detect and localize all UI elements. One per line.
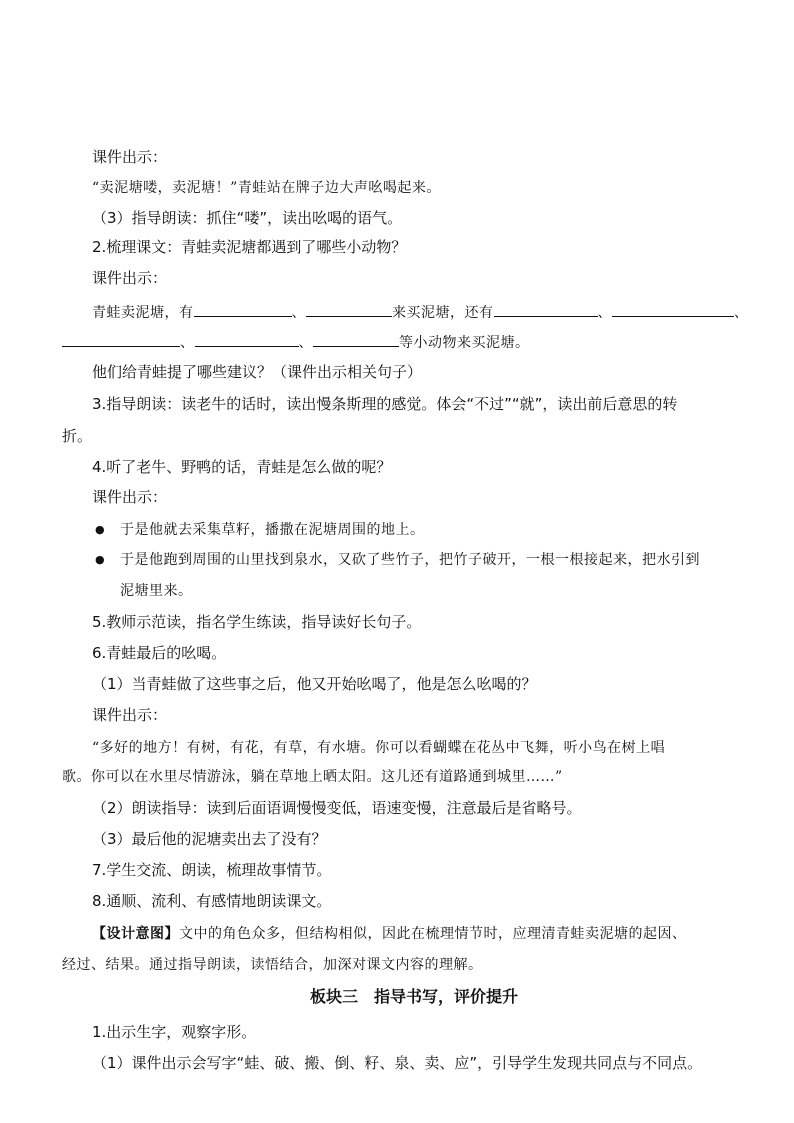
fill-text: 等小动物来买泥塘。	[399, 335, 530, 351]
paragraph: 5.教师示范读，指名学生练读，指导读好长句子。	[92, 613, 422, 631]
design-intent	[92, 924, 687, 944]
fill-blank-line	[92, 302, 749, 323]
bullet-icon: ●	[95, 553, 105, 566]
bullet-item-cont: 泥塘里来。	[120, 583, 193, 599]
paragraph: 4.听了老牛、野鸭的话，青蛙是怎么做的呢？	[92, 458, 392, 476]
paragraph: （3）最后他的泥塘卖出去了没有？	[92, 830, 327, 848]
paragraph: 6.青蛙最后的吆喝。	[92, 644, 227, 662]
paragraph: 1.出示生字，观察字形。	[92, 1023, 257, 1041]
bullet-icon: ●	[95, 523, 105, 536]
paragraph: （1）当青蛙做了这些事之后，他又开始吆喝了，他是怎么吆喝的？	[92, 675, 537, 693]
paragraph: 他们给青蛙提了哪些建议？（课件出示相关句子）	[92, 363, 423, 381]
design-intent-text: 文中的角色众多，但结构相似，因此在梳理情节时，应理清青蛙卖泥塘的起因、	[179, 926, 687, 942]
paragraph: 7.学生交流、朗读，梳理故事情节。	[92, 861, 332, 879]
paragraph: （2）朗读指导：读到后面语调慢慢变低，语速变慢，注意最后是省略号。	[92, 799, 582, 817]
blank	[195, 332, 299, 347]
paragraph: （3）指导朗读：抓住“喽”，读出吆喝的语气。	[92, 209, 403, 227]
design-intent-label: 【设计意图】	[92, 926, 179, 942]
fill-text: 、	[298, 335, 313, 351]
fill-text: 、	[734, 305, 749, 321]
fill-text: 、	[597, 305, 612, 321]
paragraph: 折。	[62, 427, 93, 445]
courseware-label: 课件出示：	[92, 706, 168, 724]
fill-text: 来买泥塘，还有	[392, 305, 494, 321]
paragraph: 3.指导朗读：读老牛的话时，读出慢条斯理的感觉。体会“不过”“就”，读出前后意思的转	[92, 395, 678, 413]
paragraph: 8.通顺、流利、有感情地朗读课文。	[92, 892, 332, 910]
design-intent-cont: 经过、结果。通过指导朗读，读悟结合，加深对课文内容的理解。	[62, 957, 483, 973]
blank	[612, 302, 734, 317]
courseware-label: 课件出示：	[92, 269, 168, 287]
section-heading: 板块三 指导书写，评价提升	[310, 987, 519, 1006]
courseware-quote: “多好的地方！有树，有花，有草，有水塘。你可以看蝴蝶在花丛中飞舞，听小鸟在树上唱	[92, 740, 666, 756]
courseware-label: 课件出示：	[92, 148, 168, 166]
paragraph: （1）课件出示会写字“蛙、破、搬、倒、籽、泉、卖、应”，引导学生发现共同点与不同点。	[92, 1054, 703, 1072]
bullet-item: 于是他就去采集草籽，播撒在泥塘周围的地上。	[120, 522, 425, 538]
courseware-label: 课件出示：	[92, 488, 168, 506]
blank	[194, 302, 292, 317]
fill-text: 青蛙卖泥塘，有	[92, 305, 194, 321]
paragraph: 2.梳理课文：青蛙卖泥塘都遇到了哪些小动物？	[92, 238, 407, 256]
bullet-item: 于是他跑到周围的山里找到泉水，又砍了些竹子，把竹子破开，一根一根接起来，把水引到	[120, 552, 700, 568]
fill-blank-line	[62, 332, 530, 353]
blank	[494, 302, 598, 317]
blank	[62, 332, 180, 347]
fill-text: 、	[180, 335, 195, 351]
courseware-quote: “卖泥塘喽，卖泥塘！”青蛙站在牌子边大声吆喝起来。	[92, 180, 441, 196]
blank	[313, 332, 399, 347]
fill-text: 、	[291, 305, 306, 321]
blank	[306, 302, 392, 317]
courseware-quote: 歌。你可以在水里尽情游泳，躺在草地上晒太阳。这儿还有道路通到城里……”	[62, 769, 563, 785]
